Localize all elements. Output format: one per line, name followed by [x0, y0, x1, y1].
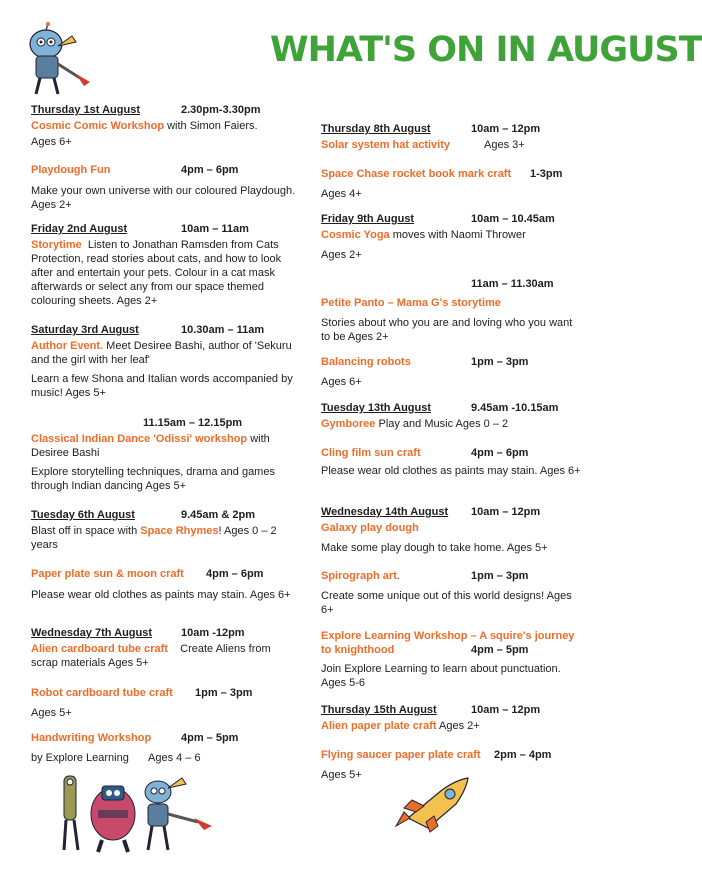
event-description: Make your own universe with our coloured Playdough. Ages 2+ — [31, 185, 296, 211]
event-text: Blast off in space with — [31, 525, 141, 537]
event-time: 2pm – 4pm — [494, 749, 552, 761]
event-ages: Ages 2+ — [436, 720, 480, 732]
event-description: Please wear old clothes as paints may stain. Ages 6+ — [31, 589, 291, 601]
event-description: Play and Music Ages 0 – 2 — [375, 418, 509, 430]
event-time: 1-3pm — [530, 168, 563, 180]
event-indian-dance — [31, 416, 299, 493]
event-time: 1pm – 3pm — [471, 356, 529, 368]
event-time: 10am -12pm — [181, 627, 245, 639]
event-description: Create Aliens from scrap materials Ages 5+ — [31, 643, 271, 669]
day-heading: Wednesday 14th August — [321, 506, 449, 518]
event-time: 11am – 11.30am — [471, 278, 554, 290]
event-time: 10am – 10.45am — [471, 213, 555, 225]
event-time: 10am – 12pm — [471, 704, 541, 716]
event-friday-9th — [321, 212, 583, 264]
event-ages: Ages 5+ — [31, 707, 72, 719]
event-cling-film-craft — [321, 446, 583, 478]
event-title: Alien paper plate craft — [321, 720, 437, 732]
event-time: 4pm – 5pm — [471, 644, 529, 656]
event-balancing-robots — [321, 355, 583, 391]
event-description: Meet Desiree Bashi, author of 'Sekuru and the girl with her leaf' — [31, 340, 292, 366]
event-ages: Ages 6+ — [31, 136, 72, 148]
event-title: Explore Learning Workshop – A squire's journey to knighthood — [321, 630, 575, 656]
robot-illustration-top — [14, 22, 94, 100]
robots-illustration-bottom — [58, 770, 218, 854]
day-heading: Tuesday 13th August — [321, 402, 432, 414]
event-title: Spirograph art — [321, 570, 397, 582]
event-title: Space Chase rocket book mark craft — [321, 168, 512, 180]
event-ages: Ages 6+ — [321, 376, 362, 388]
event-ages: Ages 2+ — [321, 249, 362, 261]
event-title: Petite Panto – Mama G's storytime — [321, 297, 501, 309]
event-ages: Ages 3+ — [484, 139, 525, 151]
event-title: Flying saucer paper plate craft — [321, 749, 481, 761]
event-petite-panto — [321, 277, 583, 344]
event-description: Make some play dough to take home. Ages 5+ — [321, 542, 548, 554]
page-title: WHAT'S ON IN AUGUST — [270, 30, 702, 70]
event-ages: Ages 4 – 6 — [148, 752, 201, 764]
event-time: 9.45am -10.15am — [471, 402, 559, 414]
event-title: Author Event. — [31, 340, 104, 352]
day-heading: Friday 2nd August — [31, 223, 128, 235]
day-heading: Saturday 3rd August — [31, 324, 139, 336]
day-heading: Wednesday 7th August — [31, 627, 153, 639]
event-time: 10.30am – 11am — [181, 324, 265, 336]
event-description: Please wear old clothes as paints may stain. Ages 6+ — [321, 465, 581, 477]
event-tuesday-6th — [31, 508, 299, 552]
rocket-illustration — [394, 776, 474, 828]
event-robot-craft — [31, 686, 299, 722]
event-time: 4pm – 6pm — [471, 447, 529, 459]
event-friday-2nd — [31, 222, 299, 308]
event-punctuation: . — [396, 570, 400, 582]
event-host: with Simon Faiers. — [164, 120, 258, 132]
event-title: Paper plate sun & moon craft — [31, 568, 184, 580]
event-wednesday-7th — [31, 626, 299, 670]
event-description-2: Learn a few Shona and Italian words accompanied by music! Ages 5+ — [31, 373, 293, 399]
event-description: Explore storytelling techniques, drama and games through Indian dancing Ages 5+ — [31, 466, 275, 492]
event-time: 4pm – 5pm — [181, 732, 239, 744]
day-heading: Thursday 8th August — [321, 123, 431, 135]
event-title: Gymboree — [321, 418, 376, 430]
event-description: Stories about who you are and loving who you want to be Ages 2+ — [321, 317, 573, 343]
event-title: Playdough Fun — [31, 164, 111, 176]
event-title: Cosmic Yoga — [321, 229, 390, 241]
event-host: by Explore Learning — [31, 752, 129, 764]
day-heading: Thursday 1st August — [31, 104, 140, 116]
event-title: Galaxy play dough — [321, 522, 419, 534]
event-description: Create some unique out of this world designs! Ages 6+ — [321, 590, 572, 616]
event-time: 4pm – 6pm — [206, 568, 264, 580]
event-bookmark-craft — [321, 167, 583, 203]
event-time: 9.45am & 2pm — [181, 509, 255, 521]
event-host: with Desiree Bashi — [31, 433, 270, 459]
event-title: Cling film sun craft — [321, 447, 421, 459]
event-host: moves with Naomi Thrower — [389, 229, 526, 241]
event-title: Handwriting Workshop — [31, 732, 152, 744]
event-title: Balancing robots — [321, 356, 411, 368]
event-title: Storytime — [31, 239, 82, 251]
day-heading: Friday 9th August — [321, 213, 415, 225]
event-thursday-15th — [321, 703, 583, 735]
event-sun-moon-craft — [31, 567, 299, 602]
event-time: 4pm – 6pm — [181, 164, 239, 176]
day-heading: Thursday 15th August — [321, 704, 437, 716]
day-heading: Tuesday 6th August — [31, 509, 135, 521]
event-saturday-3rd — [31, 323, 299, 400]
event-ages: ! Ages 0 – 2 years — [31, 525, 277, 551]
event-title: Space Rhymes — [140, 525, 219, 537]
event-time: 1pm – 3pm — [195, 687, 253, 699]
event-explore-learning — [321, 629, 583, 690]
event-time: 10am – 12pm — [471, 506, 541, 518]
event-tuesday-13th — [321, 401, 583, 433]
event-title: Robot cardboard tube craft — [31, 687, 173, 699]
event-title: Classical Indian Dance 'Odissi' workshop — [31, 433, 248, 445]
event-time: 10am – 12pm — [471, 123, 541, 135]
event-title: Solar system hat activity — [321, 139, 451, 151]
event-thursday-1st — [31, 103, 299, 151]
event-description: Listen to Jonathan Ramsden from Cats Protection, read stories about cats, and how to look after and entertain your pets. Colour in a cat mask afterwards or select any from our space themed colouring sheets. Ages 2+ — [31, 239, 282, 307]
event-time: 10am – 11am — [181, 223, 249, 235]
event-time: 1pm – 3pm — [471, 570, 529, 582]
event-thursday-8th — [321, 122, 583, 154]
event-title: Alien cardboard tube craft — [31, 643, 168, 655]
event-title: Cosmic Comic Workshop — [31, 120, 165, 132]
event-time: 11.15am – 12.15pm — [143, 417, 243, 429]
event-handwriting — [31, 731, 299, 767]
event-time: 2.30pm-3.30pm — [181, 104, 261, 116]
event-ages: Ages 5+ — [321, 769, 362, 781]
event-description: Join Explore Learning to learn about punctuation. Ages 5-6 — [321, 663, 561, 689]
event-ages: Ages 4+ — [321, 188, 362, 200]
event-playdough — [31, 163, 299, 212]
event-wednesday-14th — [321, 505, 583, 557]
event-spirograph — [321, 569, 583, 617]
